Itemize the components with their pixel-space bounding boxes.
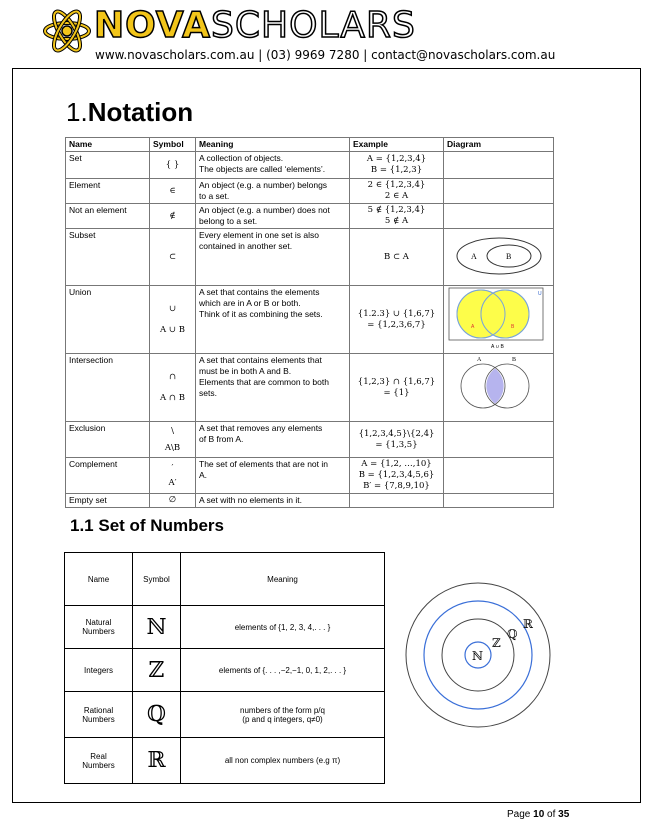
row-symbol: ′ A′ [150, 458, 196, 494]
brand-nova: NOVA [94, 5, 212, 46]
row-diagram [444, 229, 554, 286]
table-row [66, 458, 554, 494]
contact-line: www.novascholars.com.au | (03) 9969 7280 | contact@novascholars.com.au [95, 48, 556, 62]
set-name: Natural Numbers [65, 606, 133, 649]
circle-label-integers: ℤ [492, 636, 501, 650]
row-symbol: ∈ [150, 179, 196, 204]
row-name: Intersection [66, 354, 150, 422]
row-example: {1,2,3,4,5}\{2,4} = {1,3,5} [350, 422, 444, 458]
row-symbol: \ A\B [150, 422, 196, 458]
row-name: Not an element [66, 204, 150, 229]
row-meaning: An object (e.g. a number) does not belong to a set. [196, 204, 350, 229]
col-symbol: Symbol [133, 553, 181, 606]
row-symbol: ∅ [150, 494, 196, 508]
row-example: A = {1,2,3,4} B = {1,2,3} [350, 152, 444, 179]
brand-scholars: SCHOLARS [211, 5, 416, 46]
table-row [65, 692, 385, 738]
set-meaning: elements of {. . . ,−2,−1, 0, 1, 2,. . . } [181, 649, 385, 692]
table-row [66, 494, 554, 508]
row-diagram [444, 354, 554, 422]
row-diagram [444, 458, 554, 494]
col-name: Name [66, 138, 150, 152]
row-example: 5 ∉ {1,2,3,4} 5 ∉ A [350, 204, 444, 229]
row-meaning: A collection of objects. The objects are called ‘elements’. [196, 152, 350, 179]
set-name: Rational Numbers [65, 692, 133, 738]
table-row [66, 152, 554, 179]
set-symbol: ℝ [133, 738, 181, 784]
row-example: 2 ∈ {1,2,3,4} 2 ∈ A [350, 179, 444, 204]
union-label-a: A [470, 324, 474, 330]
row-name: Union [66, 286, 150, 354]
row-diagram [444, 204, 554, 229]
union-caption: A ∪ B [490, 344, 504, 350]
table-row [65, 606, 385, 649]
row-diagram [444, 152, 554, 179]
row-name: Subset [66, 229, 150, 286]
notation-table [65, 137, 554, 508]
row-name: Exclusion [66, 422, 150, 458]
subsection-title: 1.1 Set of Numbers [70, 516, 224, 535]
col-meaning: Meaning [181, 553, 385, 606]
table-row [65, 649, 385, 692]
set-symbol: ℤ [133, 649, 181, 692]
intersection-diagram [449, 354, 549, 418]
set-symbol: ℕ [133, 606, 181, 649]
row-example: B ⊂ A [350, 229, 444, 286]
row-name: Complement [66, 458, 150, 494]
intersection-label-a: A [476, 357, 481, 363]
row-symbol: ∉ [150, 204, 196, 229]
row-symbol: { } [150, 152, 196, 179]
col-name: Name [65, 553, 133, 606]
row-diagram [444, 494, 554, 508]
table-row [66, 422, 554, 458]
subset-label-b: B [505, 251, 511, 261]
notation-header-row [66, 138, 554, 152]
intersection-label-b: B [511, 357, 516, 363]
row-meaning: The set of elements that are not in A. [196, 458, 350, 494]
union-universe-label: U [537, 291, 542, 297]
circle-label-real: ℝ [523, 617, 533, 631]
row-name: Element [66, 179, 150, 204]
row-symbol: ⊂ [150, 229, 196, 286]
circle-label-rational: ℚ [507, 627, 518, 641]
subset-diagram [449, 234, 549, 278]
col-diagram: Diagram [444, 138, 554, 152]
row-diagram [444, 179, 554, 204]
row-meaning: Every element in one set is also contained in another set. [196, 229, 350, 286]
brand-wordmark [94, 6, 416, 46]
row-meaning: An object (e.g. a number) belongs to a set. [196, 179, 350, 204]
subset-label-a: A [470, 251, 477, 261]
row-example: A = {1,2, …,10} B = {1,2,3,4,5,6} B′ = {7,8,9,10} [350, 458, 444, 494]
number-sets-table [64, 552, 385, 784]
row-symbol: ∩ A ∩ B [150, 354, 196, 422]
set-name: Real Numbers [65, 738, 133, 784]
union-label-b: B [510, 324, 514, 330]
row-name: Empty set [66, 494, 150, 508]
set-meaning: all non complex numbers (e.g π) [181, 738, 385, 784]
section-title [66, 96, 193, 128]
page-number: Page 10 of 35 [507, 809, 570, 820]
col-meaning: Meaning [196, 138, 350, 152]
table-row [66, 179, 554, 204]
section-title-text: Notation [87, 97, 194, 127]
set-meaning: numbers of the form p/q (p and q integers, q≠0) [181, 692, 385, 738]
row-name: Set [66, 152, 150, 179]
row-diagram [444, 286, 554, 354]
table-row [66, 204, 554, 229]
row-example: {1,2,3} ∩ {1,6,7} = {1} [350, 354, 444, 422]
row-meaning: A set that contains elements that must be in both A and B. Elements that are common to both sets. [196, 354, 350, 422]
set-meaning: elements of {1, 2, 3, 4,. . . } [181, 606, 385, 649]
row-example: {1.2.3} ∪ {1,6,7} = {1,2,3,6,7} [350, 286, 444, 354]
table-row [66, 229, 554, 286]
union-diagram [445, 286, 553, 350]
set-name: Integers [65, 649, 133, 692]
row-example [350, 494, 444, 508]
atom-logo-icon [42, 6, 92, 56]
col-symbol: Symbol [150, 138, 196, 152]
table-row [65, 738, 385, 784]
row-symbol: ∪ A ∪ B [150, 286, 196, 354]
row-meaning: A set with no elements in it. [196, 494, 350, 508]
row-meaning: A set that contains the elements which are in A or B or both. Think of it as combining the sets. [196, 286, 350, 354]
numbers-header-row [65, 553, 385, 606]
row-diagram [444, 422, 554, 458]
section-number: 1. [66, 97, 88, 127]
set-symbol: ℚ [133, 692, 181, 738]
table-row [66, 354, 554, 422]
col-example: Example [350, 138, 444, 152]
row-meaning: A set that removes any elements of B from A. [196, 422, 350, 458]
page-header [0, 0, 659, 66]
table-row [66, 286, 554, 354]
nested-number-sets-diagram [404, 581, 552, 729]
circle-label-natural: ℕ [472, 649, 483, 663]
